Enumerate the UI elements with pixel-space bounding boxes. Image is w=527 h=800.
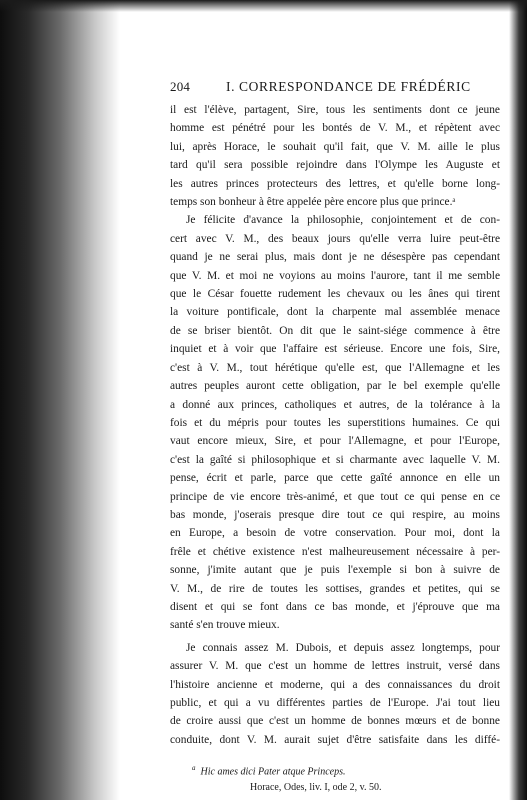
text-line: quand je ne serai plus, mais dont je ne désespère pas cependant	[170, 251, 500, 264]
text-line: de croire aussi que c'est un homme de bonnes mœurs et de bonne	[170, 715, 500, 728]
text-line: Je connais assez M. Dubois, et depuis assez longtemps, pour	[186, 641, 500, 654]
text-line: sonne, j'imite autant que je puis l'exemple si bon à suivre de	[170, 564, 500, 577]
text-line: c'est la gaîté si philosophique et si charmante avec laquelle V. M.	[170, 453, 500, 466]
text-line: pense, écrit et parle, parce que cette gaîté annonce en elle un	[170, 472, 500, 485]
text-line: en Europe, a besoin de votre conservation. Pour moi, dont la	[170, 527, 500, 540]
text-line: tard qu'il sera possible rejoindre dans l'Olympe les Auguste et	[170, 159, 500, 172]
text-line: autres peuples auront cette obligation, par le bel exemple qu'elle	[170, 380, 500, 393]
text-line: que le César fouette rudement les chevaux ou les ânes qui tirent	[170, 288, 500, 301]
book-page	[170, 79, 500, 795]
footnotes	[170, 761, 500, 794]
text-line: conduite, dont V. M. aurait sujet d'être satisfaite dans les diffé-	[170, 733, 500, 746]
text-line: V. M., de rire de toutes les sottises, grandes et petites, qui se	[170, 582, 500, 595]
scan-shadow-left	[0, 0, 120, 800]
text-line: la voiture pontificale, dont la charpente mal assemblée menace	[170, 306, 500, 319]
text-line: que V. M. et moi ne voyions au moins l'aurore, tant il me semble	[170, 269, 500, 282]
text-line: homme est pénétré pour les bontés de V. M., et répètent avec	[170, 122, 500, 135]
footnote-source: Horace, Odes, liv. I, ode 2, v. 50.	[250, 781, 382, 793]
text-line: l'histoire ancienne et moderne, qui a des connaissances du droit	[170, 678, 500, 691]
text-line: cert avec V. M., des beaux jours qu'elle verra luire peut-être	[170, 232, 500, 245]
scan-shadow-right	[509, 0, 527, 800]
text-line: les autres princes protecteurs des lettres, et qu'elle borne long-	[170, 177, 500, 190]
text-line: disent et qui se font dans ce bas monde, et j'éprouve que ma	[170, 600, 500, 613]
body-text	[170, 101, 500, 749]
footnote-quote: Hic ames dici Pater atque Princeps.	[200, 766, 346, 778]
text-line: fois et du mépris pour toutes les superstitions humaines. Ce qui	[170, 416, 500, 429]
text-line: lui, après Horace, le souhait qu'il fait, que V. M. aille le plus	[170, 140, 500, 153]
text-line: il est l'élève, partagent, Sire, tous les sentiments dont ce jeune	[170, 104, 500, 116]
text-line: bas monde, j'oserais presque dire tout ce qui respire, au moins	[170, 508, 500, 521]
text-line: principe de vie encore très-animé, et que tout ce qui pense en ce	[170, 490, 500, 503]
running-title: I. CORRESPONDANCE DE FRÉDÉRIC	[226, 79, 471, 94]
text-line: a donné aux princes, catholiques et autres, de la tolérance à la	[170, 398, 500, 411]
text-line: de se briser bientôt. On dit que le saint-siége commence à être	[170, 324, 500, 337]
page-number: 204	[170, 79, 191, 94]
text-line: temps son bonheur à être appelée père encore plus que prince.ᵃ	[170, 196, 456, 209]
text-line: vaut encore mieux, Sire, et pour l'Allemagne, et pour l'Europe,	[170, 435, 500, 448]
text-line: assurer V. M. que c'est un homme de lettres instruit, versé dans	[170, 660, 500, 673]
text-line: c'est à V. M., tout hérétique qu'elle est, que l'Allemagne et les	[170, 361, 500, 374]
text-line: santé s'en trouve mieux.	[170, 619, 280, 632]
scan-shadow-top	[0, 0, 527, 12]
running-head	[170, 79, 500, 95]
footnote-marker: a	[192, 764, 196, 773]
text-line: Je félicite d'avance la philosophie, conjointement et de con-	[186, 214, 500, 227]
footnote-quote-line	[170, 761, 500, 779]
text-line: public, et qui a vu différentes parties de l'Europe. J'ai tout lieu	[170, 697, 500, 709]
text-line: frêle et chétive existence n'est malheureusement nécessaire à per-	[170, 545, 500, 558]
text-line: inquiet et à voir que l'affaire est sérieuse. Encore une fois, Sire,	[170, 343, 500, 356]
